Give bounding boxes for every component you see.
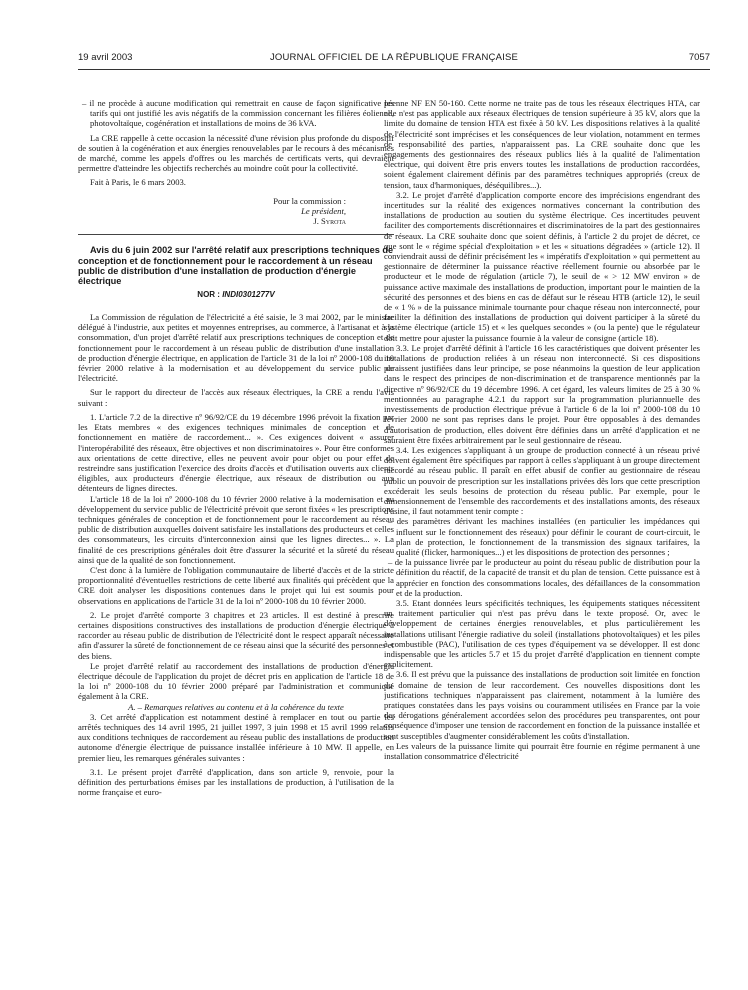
paragraph: 3.3. Le projet d'arrêté définit à l'article 16 les caractéristiques que doivent présenter les installations de production reliées à un réseau non interconnecté. Si ces dispositions paraissent justifiées dans leur principe, se pose néanmoins la question de leur application dans le respect des principes de non-discrimination et de transparence mentionnés par la directive nº 96/92/CE du 19 décembre 1996. A cet égard, les valeurs limites de 25 à 30 % mentionnées au paragraphe 4.2.1 du rapport sur la programmation pluriannuelle des investissements de production électrique prévue à l'article 6 de la loi nº 2000-108 du 10 février 2000 ne sont pas reprises dans le projet. Pour être opposables à des demandes d'autorisation de production, elles doivent être définies dans un arrêté d'application et ne sauraient être fixées arbitrairement par le seul gestionnaire de réseau. bbox=[384, 342, 700, 445]
paragraph: 3.4. Les exigences s'appliquant à un groupe de production connecté à un réseau privé doivent également être spécifiques par rapport à celles s'appliquant à un groupe directement raccordé au réseau public. Il paraît en effet abusif de confier au gestionnaire de réseau public un pouvoir de prescription sur les installations privées dès lors que cette prescription excéderait les seuls besoins de protection du réseau public. Par exemple, pour le dimensionnement de l'ensemble des raccordements et des installations amonts, des réseaux d'usine, il faut notamment tenir compte : bbox=[384, 444, 700, 517]
paragraph: La CRE rappelle à cette occasion la nécessité d'une révision plus profonde du dispositif de soutien à la cogénération et aux énergies renouvelables par le recours à des mécanismes de marché, comme les appels d'offres ou les marchés de certificats verts, qui devraient permettre d'atteindre les objectifs recherchés au moindre coût pour la collectivité. bbox=[78, 132, 394, 174]
right-column bbox=[384, 98, 700, 978]
signature-for: Pour la commission : bbox=[273, 195, 346, 206]
paragraph: 1. L'article 7.2 de la directive nº 96/92/CE du 19 décembre 1996 prévoit la fixation par les Etats membres « des exigences techniques minimales de conception et de fonctionnement en matière de raccordement... ». Ces exigences doivent « assurer l'interopérabilité des réseaux, être objectives et non discriminatoires ». Pour être conformes aux orientations de cette directive, elles ne peuvent avoir pour objet ou pour effet de restreindre sans justification l'exercice des droits d'accès et d'utilisation ouverts aux clients éligibles, aux producteurs d'énergie électrique, aux réseaux de distribution ou aux détenteurs de lignes directes. bbox=[78, 411, 394, 494]
paragraph: 2. Le projet d'arrêté comporte 3 chapitres et 23 articles. Il est destiné à prescrire certaines dispositions constructives des installations de production d'énergie électrique à raccorder au réseau public de distribution de l'électricité dont le respect apparaît nécessaire afin d'assurer la sûreté de fonctionnement de ce réseau ainsi que la sécurité des personnes et des biens. bbox=[78, 609, 394, 661]
page-header bbox=[78, 52, 710, 68]
header-date: 19 avril 2003 bbox=[78, 52, 133, 63]
paragraph: Sur le rapport du directeur de l'accès aux réseaux électriques, la CRE a rendu l'avis suivant : bbox=[78, 387, 394, 408]
paragraph: 3.5. Etant données leurs spécificités techniques, les équipements statiques nécessitent un traitement particulier qui n'est pas prévu dans le texte proposé. Or, avec le développement de certaines énergies renouvelables, et plus particulièrement les installations utilisant l'énergie radiative du soleil (installations photovoltaïques) et les piles à combustible (PAC), l'utilisation de ces types d'équipement va se développer. Il est donc indispensable que les articles 5.7 et 15 du projet d'arrêté d'application en tiennent compte explicitement. bbox=[384, 597, 700, 670]
paragraph: 3.2. Le projet d'arrêté d'application comporte encore des imprécisions engendrant des incertitudes sur la réalité des exigences normatives concernant la contribution des installations de production au soutien du système électrique. Ces incertitudes peuvent faciliter des comportements discrétionnaires et discriminatoires de la part des gestionnaires de réseaux. La CRE souhaite donc que soient définis, à l'article 2 du projet de décret, ce que sont le « régime spécial d'exploitation » et les « situations dégradées » (article 12). Il conviendrait aussi de définir précisément les « impératifs d'exploitation » qui permettent au gestionnaire de déterminer la puissance réactive réellement fournie ou absorbée par le producteur et le mode de régulation (article 7), le seuil de « > 12 MW environ » de puissance active maximale des installations de production, important pour le maintien de la sécurité des personnes et des biens en cas de défaut sur le réseau HTB (article 12), le seuil de « 1 % » de la puissance minimale tournante pour chaque réseau non interconnecté, pour faciliter la définition des installations de production qui doivent participer à la sûreté du système électrique (article 15) et « les quelques secondes » (ou la pente) que le régulateur doit mettre pour ajuster la puissance fournie à la valeur de consigne (article 18). bbox=[384, 189, 700, 343]
signature-title: Le président, bbox=[301, 205, 346, 216]
signature-name: J. Syrota bbox=[313, 216, 346, 227]
nor-reference bbox=[78, 290, 394, 300]
nor-code: INDI0301277V bbox=[222, 289, 275, 299]
paragraph: 3.6. Il est prévu que la puissance des installations de production soit limitée en fonction du domaine de tension de leur raccordement. Ces nouvelles dispositions dont les justifications techniques n'apparaissent pas clairement, notamment à la lumière des pratiques constatées dans les pays voisins ou couramment utilisées en France par la voie des dérogations généralement accordées selon des procédures peu transparentes, ont pour conséquence d'imposer une tension de raccordement en fonction de la puissance installée et sont susceptibles d'augmenter considérablement les coûts d'installation. bbox=[384, 669, 700, 741]
left-column bbox=[78, 98, 394, 978]
paragraph: Le projet d'arrêté relatif au raccordement des installations de production d'énergie électrique découle de l'application du projet de décret pris en application de l'article 18 de la loi nº 2000-108 du 10 février 2000 préparé par l'administration et communiqué également à la CRE. bbox=[78, 660, 394, 702]
paragraph: La Commission de régulation de l'électricité a été saisie, le 3 mai 2002, par le ministre délégué à l'industrie, aux petites et moyennes entreprises, au commerce, à l'artisanat et à la consommation, d'un projet d'arrêté relatif aux prescriptions techniques de conception et de fonctionnement pour le raccordement à un réseau public de distribution d'une installation de production d'énergie électrique, en application de l'article 31 de la loi nº 2000-108 du 10 février 2000 relative à la modernisation et au développement du service public de l'électricité. bbox=[78, 312, 394, 384]
signature-block bbox=[78, 196, 394, 227]
avis-title: Avis du 6 juin 2002 sur l'arrêté relatif aux prescriptions techniques de conception et de fonctionnement pour le raccordement à un réseau public de distribution d'une installation de production d'énergie électrique bbox=[78, 245, 394, 287]
section-heading: A. – Remarques relatives au contenu et à la cohérence du texte bbox=[128, 701, 344, 712]
paragraph: Les valeurs de la puissance limite qui pourrait être fournie en régime permanent à une installation consommatrice d'électricité bbox=[384, 740, 700, 761]
paragraph: L'article 18 de la loi nº 2000-108 du 10 février 2000 relative à la modernisation et au développement du service public de l'électricité prévoit que seront fixées « les prescriptions techniques générales de conception et de fonctionnement pour le raccordement au réseau public de distribution auxquelles doivent satisfaire les installations des producteurs et celles des consommateurs, les circuits d'interconnexion ainsi que les lignes directes... ». La finalité de ces prescriptions générales doit être d'assurer la sécurité et la sûreté du réseau ainsi que de la qualité de son fonctionnement. bbox=[78, 493, 394, 565]
list-item: – des paramètres dérivant les machines installées (en particulier les impédances qui influent sur le fonctionnement des réseaux) pour définir le courant de court-circuit, le plan de protection, le fonctionnement de la transmission des signaux tarifaires, la qualité (flicker, harmoniques...) et les dispositions de protection des personnes ; bbox=[388, 516, 700, 557]
list-item: – de la puissance livrée par le producteur au point du réseau public de distribution pour la définition du réactif, de la capacité de transit et du plan de tension. Cette puissance est à apprécier en fonction des consommations locales, des défaillances de la consommation et de la production. bbox=[388, 557, 700, 598]
paragraph: 3. Cet arrêté d'application est notamment destiné à remplacer en tout ou partie les arrêtés techniques des 14 avril 1995, 21 juillet 1997, 3 juin 1998 et 15 avril 1999 relatifs aux conditions techniques de raccordement au réseau public des installations de production autonome d'énergie électrique de puissance installée inférieure à 10 MW. Il appelle, en premier lieu, les remarques générales suivantes : bbox=[78, 711, 394, 763]
paragraph: péenne NF EN 50-160. Cette norme ne traite pas de tous les réseaux électriques HTA, car elle n'est pas applicable aux réseaux électriques de tension supérieure à 35 kV, alors que la limite du domaine de tension HTA est fixée à 50 kV. Les dispositions relatives à la qualité de l'électricité sont imprécises et les conséquences de leur violation, notamment en termes de responsabilité des parties, n'apparaissent pas. La CRE souhaite donc que les engagements des gestionnaires des réseaux publics liés à la qualité de l'alimentation électrique, qui doivent être pris envers toutes les installations de production raccordées, soient également clairement définis par des paramètres techniques appropriés (creux de tension, taux d'harmoniques, déséquilibres...). bbox=[384, 98, 700, 190]
paragraph: – il ne procède à aucune modification qui remettrait en cause de façon significative les tarifs qui ont justifié les avis négatifs de la commission concernant les filières éolienne, photovoltaïque, cogénération et installations de moins de 36 kVA. bbox=[82, 98, 394, 129]
header-rule bbox=[78, 69, 710, 70]
header-journal-title: JOURNAL OFFICIEL DE LA RÉPUBLIQUE FRANÇAISE bbox=[269, 52, 519, 63]
nor-label: NOR : bbox=[197, 289, 220, 299]
paragraph: Fait à Paris, le 6 mars 2003. bbox=[90, 177, 186, 188]
paragraph: C'est donc à la lumière de l'obligation communautaire de liberté d'accès et de la stricte proportionnalité d'éventuelles restrictions de cette liberté aux finalités qui précèdent que la CRE doit analyser les dispositions contenues dans le projet qui lui est soumis pour observations en applications de l'article 31 de la loi nº 2000-108 du 10 février 2000. bbox=[78, 564, 394, 606]
section-divider bbox=[78, 234, 394, 235]
header-page-number: 7057 bbox=[688, 52, 710, 63]
paragraph: 3.1. Le présent projet d'arrêté d'application, dans son article 9, renvoie, pour la définition des perturbations émises par les installations de production, à l'utilisation de la norme française et euro- bbox=[78, 766, 394, 798]
